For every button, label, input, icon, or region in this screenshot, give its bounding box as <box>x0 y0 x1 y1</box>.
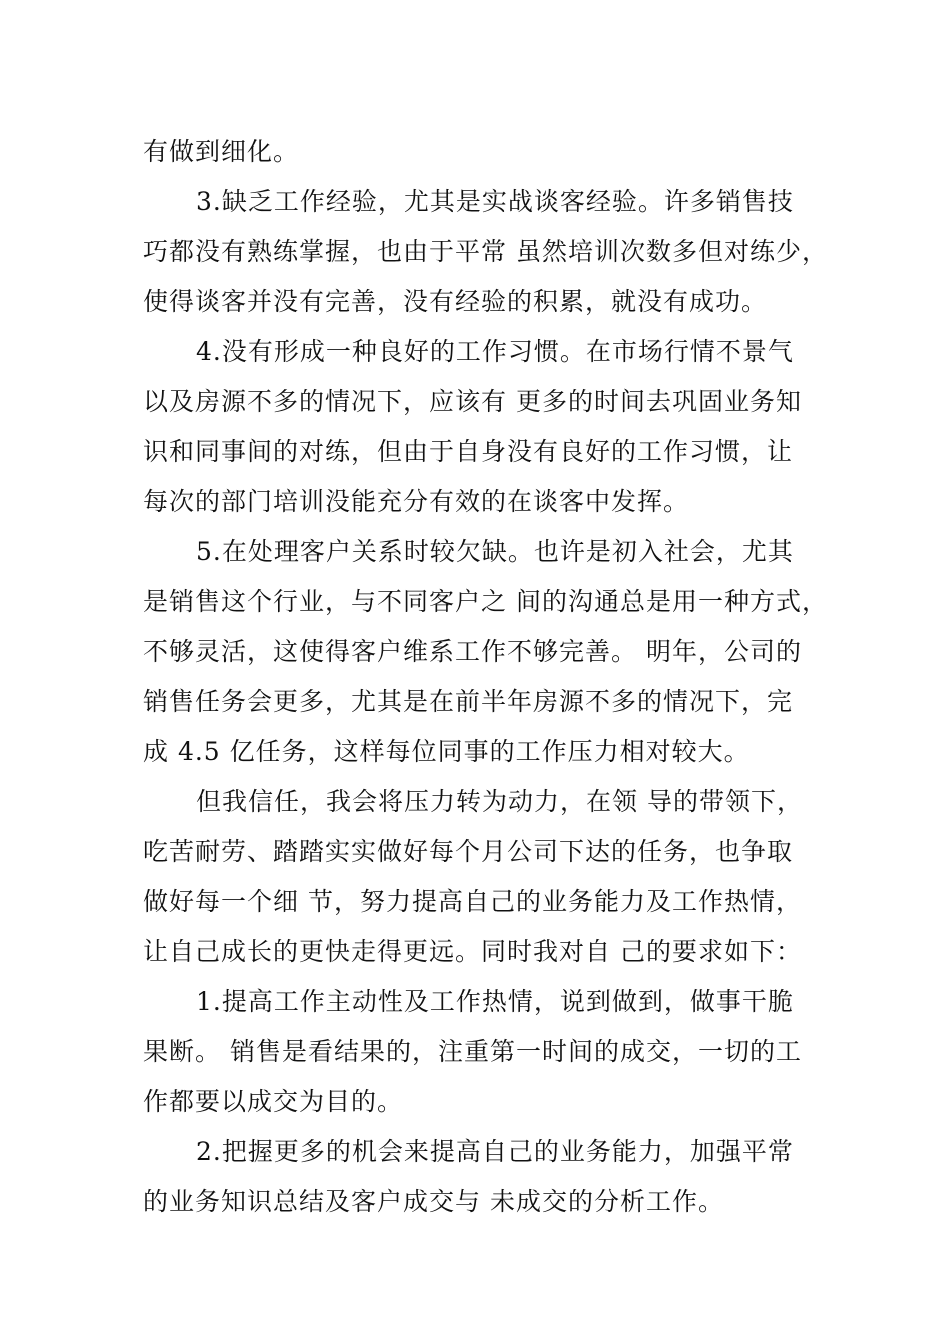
text-line: 不够灵活，这使得客户维系工作不够完善。 明年，公司的 <box>143 637 802 666</box>
text-line: 让自己成长的更快走得更远。同时我对自 己的要求如下： <box>143 937 802 966</box>
text-line: 3.缺乏工作经验，尤其是实战谈客经验。许多销售技 <box>196 187 794 216</box>
text-line: 5.在处理客户关系时较欠缺。也许是初入社会，尤其 <box>196 537 794 566</box>
text-line: 有做到细化。 <box>143 137 300 166</box>
text-line: 1.提高工作主动性及工作热情，说到做到，做事干脆 <box>196 987 794 1016</box>
text-line: 巧都没有熟练掌握，也由于平常 虽然培训次数多但对练少， <box>143 237 828 266</box>
text-line: 的业务知识总结及客户成交与 未成交的分析工作。 <box>143 1187 724 1216</box>
text-line: 使得谈客并没有完善，没有经验的积累，就没有成功。 <box>143 287 768 316</box>
text-line: 是销售这个行业，与不同客户之 间的沟通总是用一种方式， <box>143 587 828 616</box>
text-line: 销售任务会更多，尤其是在前半年房源不多的情况下，完 <box>143 687 794 716</box>
text-line: 每次的部门培训没能充分有效的在谈客中发挥。 <box>143 487 690 516</box>
text-line: 但我信任，我会将压力转为动力，在领 导的带领下， <box>196 787 803 816</box>
text-line: 识和同事间的对练，但由于自身没有良好的工作习惯，让 <box>143 437 794 466</box>
text-line: 以及房源不多的情况下，应该有 更多的时间去巩固业务知 <box>143 387 802 416</box>
text-line: 吃苦耐劳、踏踏实实做好每个月公司下达的任务，也争取 <box>143 837 794 866</box>
text-line: 4.没有形成一种良好的工作习惯。在市场行情不景气 <box>196 337 794 366</box>
text-line: 果断。 销售是看结果的，注重第一时间的成交，一切的工 <box>143 1037 802 1066</box>
text-line: 作都要以成交为目的。 <box>143 1087 404 1116</box>
text-line: 做好每一个细 节，努力提高自己的业务能力及工作热情， <box>143 887 802 916</box>
text-line: 成 4.5 亿任务，这样每位同事的工作压力相对较大。 <box>143 737 750 766</box>
text-line: 2.把握更多的机会来提高自己的业务能力，加强平常 <box>196 1137 794 1166</box>
